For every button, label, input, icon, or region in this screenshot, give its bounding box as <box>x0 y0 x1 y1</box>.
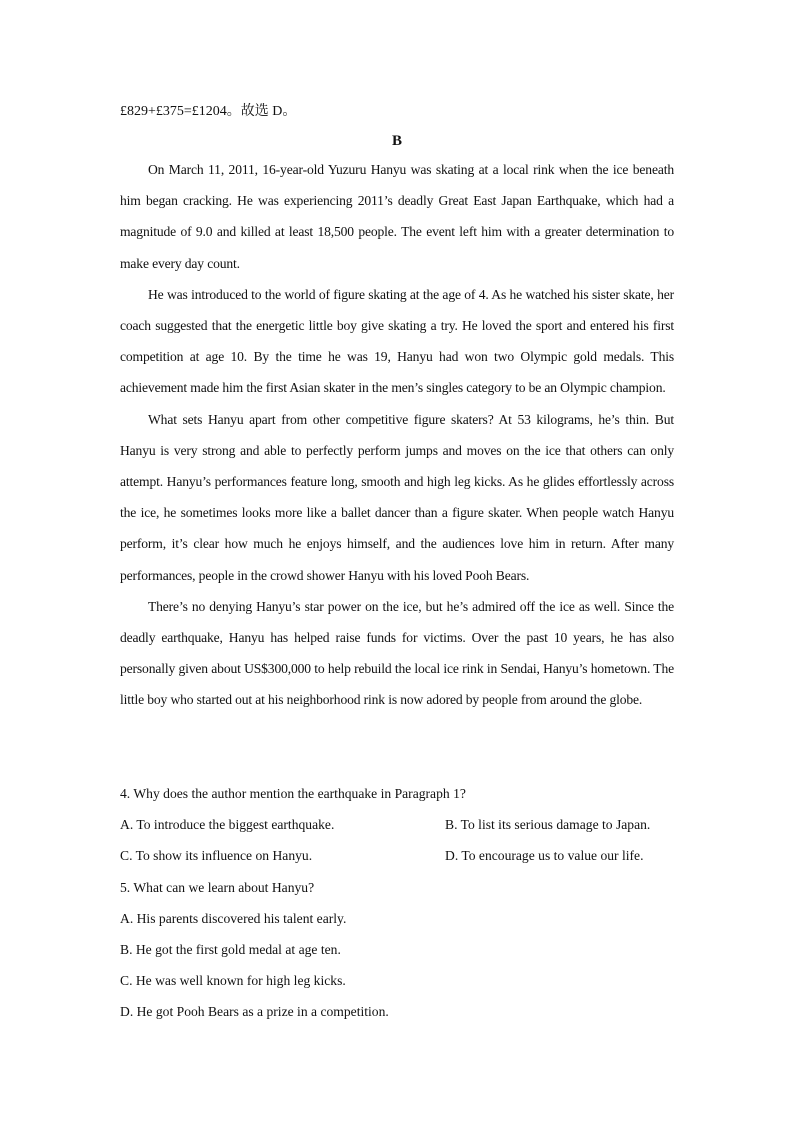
answer-calculation-line: £829+£375=£1204。故选 D。 <box>120 104 297 119</box>
passage-paragraph-2: He was introduced to the world of figure skating at the age of 4. As he watched his sister skate, her coach suggested that the energetic little boy give skating a try. He loved the sport and entered his first competition at age 10. By the time he was 19, Hanyu had won two Olympic gold medals. This achievement made him the first Asian skater in the men’s singles category to be an Olympic champion. <box>120 286 674 396</box>
section-title: B <box>391 133 402 149</box>
question-5-option-a: A. His parents discovered his talent early. <box>120 910 347 926</box>
question-4-options-row-2 <box>120 840 674 871</box>
question-4-options-row-1 <box>120 809 674 840</box>
passage-paragraph-3: What sets Hanyu apart from other competitive figure skaters? At 53 kilograms, he’s thin. But Hanyu is very strong and able to perfectly perform jumps and moves on the ice that others can only attempt. Hanyu’s performances feature long, smooth and high leg kicks. As he glides effortlessly across the ice, he sometimes looks more like a ballet dancer than a figure skater. When people watch Hanyu perform, it’s clear how much he enjoys himself, and the audiences love him in return. After many performances, people in the crowd shower Hanyu with his loved Pooh Bears. <box>120 411 674 583</box>
question-5-option-c: C. He was well known for high leg kicks. <box>120 973 346 989</box>
question-4-option-a: A. To introduce the biggest earthquake. <box>120 817 335 833</box>
question-5-stem: 5. What can we learn about Hanyu? <box>120 879 315 895</box>
question-5-option-b: B. He got the first gold medal at age ten. <box>120 941 341 957</box>
reading-passage <box>120 154 674 716</box>
question-4-option-b: B. To list its serious damage to Japan. <box>445 817 651 833</box>
passage-paragraph-1: On March 11, 2011, 16-year-old Yuzuru Hanyu was skating at a local rink when the ice beneath him began cracking. He was experiencing 2011’s deadly Great East Japan Earthquake, which had a magnitude of 9.0 and killed at least 18,500 people. The event left him with a greater determination to make every day count. <box>120 162 674 271</box>
question-4-option-c: C. To show its influence on Hanyu. <box>120 848 313 864</box>
passage-paragraph-4: There’s no denying Hanyu’s star power on the ice, but he’s admired off the ice as well. Since the deadly earthquake, Hanyu has helped raise funds for victims. Over the past 10 years, he has also personally given about US$300,000 to help rebuild the local ice rink in Sendai, Hanyu’s hometown. The little boy who started out at his neighborhood rink is now adored by people from around the globe. <box>120 598 674 708</box>
question-4-option-d: D. To encourage us to value our life. <box>445 848 644 864</box>
question-4-stem: 4. Why does the author mention the earthquake in Paragraph 1? <box>120 786 466 801</box>
questions-section <box>120 778 674 1028</box>
question-5-option-d: D. He got Pooh Bears as a prize in a competition. <box>120 1004 389 1020</box>
